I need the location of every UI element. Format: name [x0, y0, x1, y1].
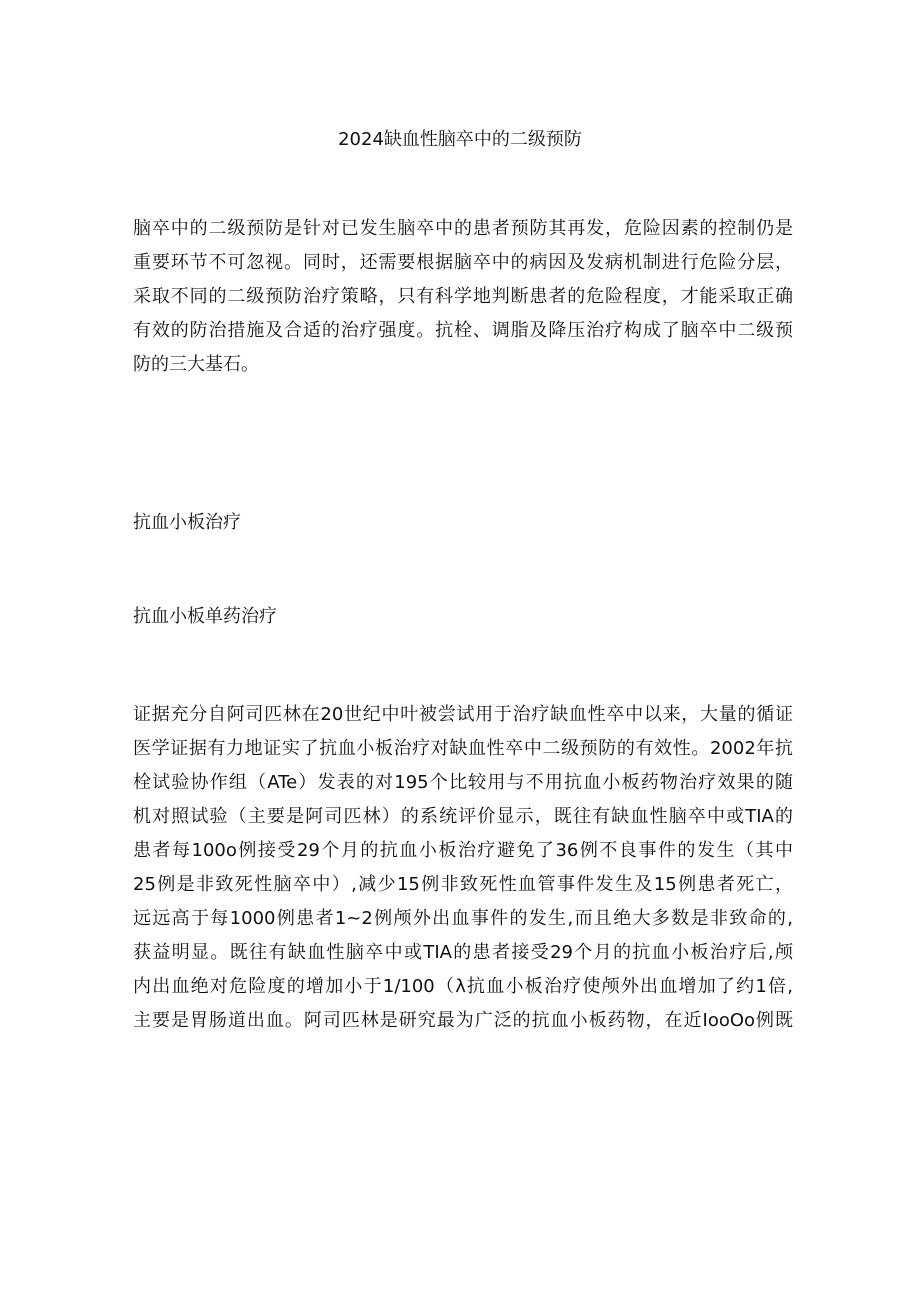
paragraph-line: 医学证据有力地证实了抗血小板治疗对缺血性卒中二级预防的有效性。2002年抗: [133, 738, 793, 759]
section-heading: 抗血小板治疗: [133, 512, 241, 533]
document-title: 2024缺血性脑卒中的二级预防: [338, 129, 582, 150]
paragraph-line: 获益明显。既往有缺血性脑卒中或TIA的患者接受29个月的抗血小板治疗后,颅: [133, 942, 793, 963]
paragraph-line: 证据充分自阿司匹林在20世纪中叶被尝试用于治疗缺血性卒中以来，大量的循证: [133, 704, 793, 725]
paragraph-line: 脑卒中的二级预防是针对已发生脑卒中的患者预防其再发，危险因素的控制仍是: [133, 218, 793, 239]
paragraph-line: 主要是胃肠道出血。阿司匹林是研究最为广泛的抗血小板药物，在近IooOo例既: [133, 1010, 793, 1031]
intro-paragraph: [133, 212, 793, 382]
paragraph-line: 内出血绝对危险度的增加小于1/100（λ抗血小板治疗使颅外出血增加了约1倍,: [133, 976, 793, 997]
paragraph-line: 机对照试验（主要是阿司匹林）的系统评价显示，既往有缺血性脑卒中或TIA的: [133, 806, 793, 827]
paragraph-line: 患者每100o例接受29个月的抗血小板治疗避免了36例不良事件的发生（其中: [133, 840, 793, 861]
paragraph-line: 远远高于每1000例患者1~2例颅外出血事件的发生,而且绝大多数是非致命的,: [133, 908, 793, 929]
paragraph-line: 25例是非致死性脑卒中）,减少15例非致死性血管事件发生及15例患者死亡，: [133, 874, 793, 895]
body-paragraph: [133, 698, 793, 1038]
paragraph-line: 重要环节不可忽视。同时，还需要根据脑卒中的病因及发病机制进行危险分层，: [133, 252, 793, 273]
paragraph-line: 采取不同的二级预防治疗策略，只有科学地判断患者的危险程度，才能采取正确: [133, 286, 793, 307]
paragraph-line: 防的三大基石。: [133, 354, 259, 375]
paragraph-line: 栓试验协作组（ATe）发表的对195个比较用与不用抗血小板药物治疗效果的随: [133, 772, 793, 793]
paragraph-line: 有效的防治措施及合适的治疗强度。抗栓、调脂及降压治疗构成了脑卒中二级预: [133, 320, 793, 341]
subsection-heading: 抗血小板单药治疗: [133, 606, 277, 627]
